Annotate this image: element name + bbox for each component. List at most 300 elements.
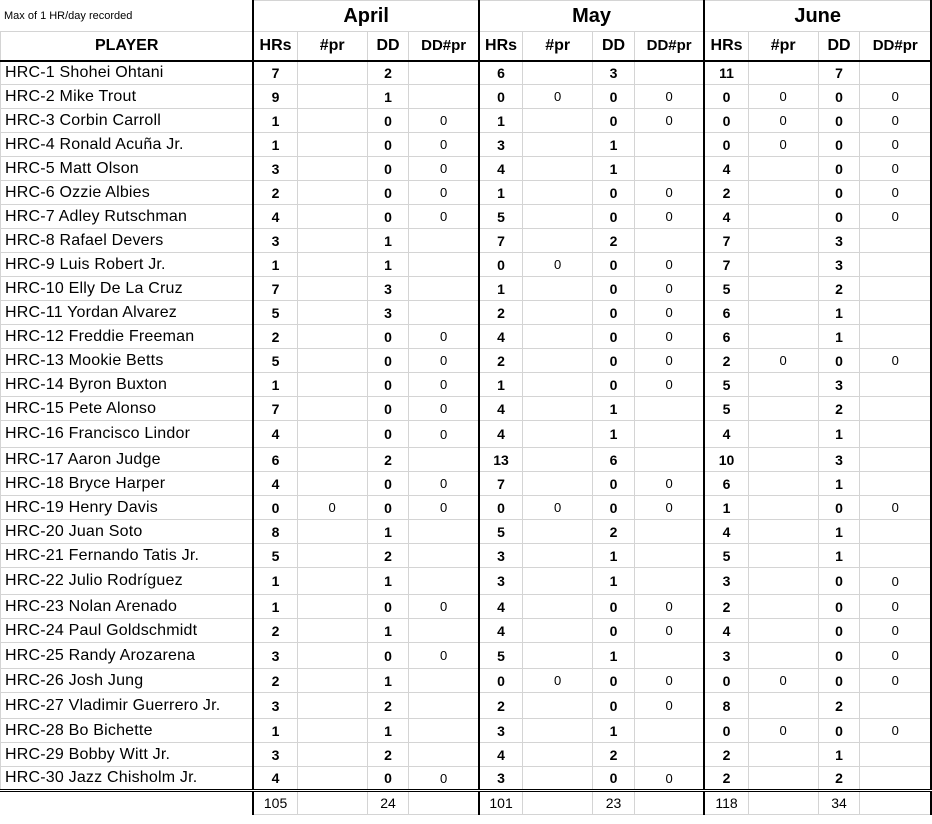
cell-ddpr[interactable]: 0 <box>634 373 704 397</box>
cell-pr[interactable] <box>297 743 367 767</box>
cell-hrs[interactable]: 0 <box>704 133 748 157</box>
cell-ddpr[interactable] <box>860 448 931 472</box>
cell-dd[interactable]: 1 <box>593 643 635 669</box>
cell-pr[interactable] <box>297 448 367 472</box>
col-header-hrs[interactable]: HRs <box>704 32 748 61</box>
cell-dd[interactable]: 0 <box>818 85 860 109</box>
cell-pr[interactable] <box>297 767 367 791</box>
total-cell-dd[interactable]: 34 <box>818 791 860 815</box>
cell-pr[interactable] <box>748 373 818 397</box>
total-cell-pr[interactable] <box>748 791 818 815</box>
cell-dd[interactable]: 1 <box>593 157 635 181</box>
player-name-cell[interactable]: HRC-25 Randy Arozarena <box>1 643 254 669</box>
cell-dd[interactable]: 0 <box>367 397 409 421</box>
player-name-cell[interactable]: HRC-5 Matt Olson <box>1 157 254 181</box>
cell-dd[interactable]: 2 <box>818 277 860 301</box>
player-name-cell[interactable]: HRC-11 Yordan Alvarez <box>1 301 254 325</box>
cell-dd[interactable]: 2 <box>367 544 409 568</box>
cell-dd[interactable]: 0 <box>367 472 409 496</box>
player-name-cell[interactable]: HRC-13 Mookie Betts <box>1 349 254 373</box>
cell-ddpr[interactable] <box>409 619 479 643</box>
cell-pr[interactable] <box>748 544 818 568</box>
cell-hrs[interactable]: 8 <box>253 520 297 544</box>
cell-ddpr[interactable] <box>860 767 931 791</box>
cell-hrs[interactable]: 5 <box>479 520 523 544</box>
cell-pr[interactable]: 0 <box>748 669 818 693</box>
cell-dd[interactable]: 2 <box>367 448 409 472</box>
cell-ddpr[interactable]: 0 <box>634 277 704 301</box>
player-name-cell[interactable]: HRC-12 Freddie Freeman <box>1 325 254 349</box>
col-header-dd[interactable]: DD <box>593 32 635 61</box>
cell-pr[interactable] <box>297 568 367 595</box>
cell-ddpr[interactable] <box>409 85 479 109</box>
cell-pr[interactable] <box>297 397 367 421</box>
cell-dd[interactable]: 0 <box>818 595 860 619</box>
cell-dd[interactable]: 0 <box>593 619 635 643</box>
cell-hrs[interactable]: 0 <box>479 253 523 277</box>
month-april[interactable]: April <box>253 1 479 32</box>
cell-ddpr[interactable] <box>634 568 704 595</box>
cell-ddpr[interactable]: 0 <box>860 85 931 109</box>
cell-ddpr[interactable] <box>860 253 931 277</box>
cell-pr[interactable] <box>297 693 367 719</box>
cell-dd[interactable]: 1 <box>818 520 860 544</box>
player-name-cell[interactable]: HRC-10 Elly De La Cruz <box>1 277 254 301</box>
cell-dd[interactable]: 1 <box>367 619 409 643</box>
cell-dd[interactable]: 0 <box>818 619 860 643</box>
cell-ddpr[interactable]: 0 <box>409 205 479 229</box>
cell-dd[interactable]: 2 <box>818 397 860 421</box>
cell-hrs[interactable]: 2 <box>704 743 748 767</box>
cell-dd[interactable]: 0 <box>593 349 635 373</box>
cell-hrs[interactable]: 3 <box>479 133 523 157</box>
cell-hrs[interactable]: 0 <box>704 85 748 109</box>
cell-hrs[interactable]: 2 <box>704 767 748 791</box>
cell-pr[interactable] <box>297 277 367 301</box>
cell-hrs[interactable]: 1 <box>253 133 297 157</box>
cell-hrs[interactable]: 2 <box>253 619 297 643</box>
cell-dd[interactable]: 0 <box>367 181 409 205</box>
cell-ddpr[interactable] <box>860 693 931 719</box>
cell-pr[interactable]: 0 <box>523 253 593 277</box>
cell-hrs[interactable]: 7 <box>253 61 297 85</box>
cell-pr[interactable] <box>523 619 593 643</box>
cell-hrs[interactable]: 4 <box>479 325 523 349</box>
cell-pr[interactable] <box>523 421 593 448</box>
cell-ddpr[interactable] <box>860 61 931 85</box>
cell-dd[interactable]: 3 <box>818 229 860 253</box>
cell-dd[interactable]: 0 <box>593 767 635 791</box>
cell-pr[interactable] <box>523 595 593 619</box>
cell-pr[interactable] <box>297 157 367 181</box>
cell-hrs[interactable]: 0 <box>479 669 523 693</box>
cell-hrs[interactable]: 0 <box>253 496 297 520</box>
cell-hrs[interactable]: 3 <box>253 157 297 181</box>
cell-ddpr[interactable]: 0 <box>409 472 479 496</box>
cell-hrs[interactable]: 3 <box>253 743 297 767</box>
cell-hrs[interactable]: 0 <box>479 496 523 520</box>
cell-dd[interactable]: 1 <box>367 520 409 544</box>
total-cell-dd[interactable]: 23 <box>593 791 635 815</box>
cell-ddpr[interactable]: 0 <box>634 109 704 133</box>
cell-dd[interactable]: 0 <box>367 767 409 791</box>
cell-dd[interactable]: 0 <box>593 693 635 719</box>
cell-ddpr[interactable]: 0 <box>409 496 479 520</box>
cell-hrs[interactable]: 9 <box>253 85 297 109</box>
cell-dd[interactable]: 0 <box>367 109 409 133</box>
cell-pr[interactable] <box>297 205 367 229</box>
cell-dd[interactable]: 0 <box>593 301 635 325</box>
cell-dd[interactable]: 1 <box>367 253 409 277</box>
cell-pr[interactable] <box>297 544 367 568</box>
cell-pr[interactable] <box>748 253 818 277</box>
cell-ddpr[interactable]: 0 <box>634 619 704 643</box>
cell-hrs[interactable]: 4 <box>704 421 748 448</box>
cell-hrs[interactable]: 7 <box>704 253 748 277</box>
cell-ddpr[interactable]: 0 <box>409 397 479 421</box>
cell-hrs[interactable]: 4 <box>253 205 297 229</box>
cell-pr[interactable] <box>748 496 818 520</box>
cell-pr[interactable] <box>523 109 593 133</box>
player-name-cell[interactable]: HRC-23 Nolan Arenado <box>1 595 254 619</box>
cell-pr[interactable] <box>297 373 367 397</box>
cell-hrs[interactable]: 1 <box>704 496 748 520</box>
cell-pr[interactable]: 0 <box>297 496 367 520</box>
total-cell-dd[interactable]: 24 <box>367 791 409 815</box>
total-cell-hrs[interactable]: 101 <box>479 791 523 815</box>
cell-hrs[interactable]: 4 <box>704 520 748 544</box>
cell-ddpr[interactable]: 0 <box>409 373 479 397</box>
cell-dd[interactable]: 0 <box>593 595 635 619</box>
cell-ddpr[interactable] <box>634 743 704 767</box>
cell-hrs[interactable]: 6 <box>253 448 297 472</box>
cell-hrs[interactable]: 5 <box>704 544 748 568</box>
cell-hrs[interactable]: 10 <box>704 448 748 472</box>
total-cell-pr[interactable] <box>523 791 593 815</box>
cell-ddpr[interactable]: 0 <box>860 157 931 181</box>
cell-ddpr[interactable]: 0 <box>409 325 479 349</box>
cell-pr[interactable] <box>523 205 593 229</box>
player-name-cell[interactable]: HRC-30 Jazz Chisholm Jr. <box>1 767 254 791</box>
cell-ddpr[interactable]: 0 <box>409 421 479 448</box>
col-header-pr[interactable]: #pr <box>748 32 818 61</box>
total-cell-ddpr[interactable] <box>409 791 479 815</box>
cell-dd[interactable]: 2 <box>367 61 409 85</box>
cell-ddpr[interactable]: 0 <box>860 496 931 520</box>
cell-ddpr[interactable] <box>409 253 479 277</box>
cell-ddpr[interactable]: 0 <box>860 568 931 595</box>
cell-pr[interactable] <box>297 349 367 373</box>
cell-pr[interactable]: 0 <box>523 669 593 693</box>
cell-dd[interactable]: 0 <box>818 109 860 133</box>
cell-dd[interactable]: 0 <box>367 421 409 448</box>
cell-pr[interactable] <box>523 349 593 373</box>
totals-label-cell[interactable] <box>1 791 254 815</box>
cell-ddpr[interactable]: 0 <box>409 181 479 205</box>
cell-ddpr[interactable] <box>634 719 704 743</box>
cell-dd[interactable]: 2 <box>593 229 635 253</box>
cell-dd[interactable]: 1 <box>593 133 635 157</box>
cell-dd[interactable]: 0 <box>367 205 409 229</box>
player-name-cell[interactable]: HRC-19 Henry Davis <box>1 496 254 520</box>
cell-ddpr[interactable]: 0 <box>634 85 704 109</box>
cell-dd[interactable]: 2 <box>818 767 860 791</box>
cell-hrs[interactable]: 0 <box>479 85 523 109</box>
player-name-cell[interactable]: HRC-29 Bobby Witt Jr. <box>1 743 254 767</box>
cell-pr[interactable] <box>523 520 593 544</box>
cell-ddpr[interactable]: 0 <box>860 109 931 133</box>
cell-hrs[interactable]: 4 <box>479 595 523 619</box>
cell-hrs[interactable]: 2 <box>479 349 523 373</box>
cell-hrs[interactable]: 5 <box>704 373 748 397</box>
cell-pr[interactable] <box>523 181 593 205</box>
cell-dd[interactable]: 0 <box>818 496 860 520</box>
cell-pr[interactable] <box>748 301 818 325</box>
cell-dd[interactable]: 0 <box>593 373 635 397</box>
cell-dd[interactable]: 3 <box>818 448 860 472</box>
cell-ddpr[interactable]: 0 <box>634 496 704 520</box>
cell-pr[interactable]: 0 <box>523 496 593 520</box>
cell-hrs[interactable]: 1 <box>479 277 523 301</box>
cell-dd[interactable]: 1 <box>818 544 860 568</box>
cell-hrs[interactable]: 4 <box>479 619 523 643</box>
cell-hrs[interactable]: 0 <box>704 669 748 693</box>
cell-hrs[interactable]: 7 <box>479 472 523 496</box>
cell-pr[interactable] <box>523 544 593 568</box>
cell-ddpr[interactable] <box>409 693 479 719</box>
cell-dd[interactable]: 2 <box>593 743 635 767</box>
cell-dd[interactable]: 0 <box>593 109 635 133</box>
cell-hrs[interactable]: 5 <box>253 301 297 325</box>
col-header-dd[interactable]: DD <box>818 32 860 61</box>
cell-hrs[interactable]: 1 <box>253 595 297 619</box>
cell-dd[interactable]: 3 <box>818 373 860 397</box>
cell-dd[interactable]: 0 <box>593 253 635 277</box>
cell-pr[interactable] <box>297 85 367 109</box>
cell-ddpr[interactable] <box>634 61 704 85</box>
cell-dd[interactable]: 1 <box>593 544 635 568</box>
cell-dd[interactable]: 2 <box>367 743 409 767</box>
cell-hrs[interactable]: 4 <box>479 157 523 181</box>
cell-ddpr[interactable]: 0 <box>634 767 704 791</box>
cell-pr[interactable] <box>748 595 818 619</box>
cell-dd[interactable]: 0 <box>818 349 860 373</box>
cell-pr[interactable]: 0 <box>523 85 593 109</box>
cell-dd[interactable]: 0 <box>818 669 860 693</box>
cell-pr[interactable] <box>523 157 593 181</box>
cell-ddpr[interactable]: 0 <box>860 349 931 373</box>
cell-pr[interactable] <box>748 229 818 253</box>
cell-hrs[interactable]: 3 <box>479 767 523 791</box>
cell-dd[interactable]: 0 <box>593 277 635 301</box>
cell-dd[interactable]: 0 <box>593 325 635 349</box>
player-name-cell[interactable]: HRC-20 Juan Soto <box>1 520 254 544</box>
cell-hrs[interactable]: 3 <box>704 568 748 595</box>
cell-hrs[interactable]: 2 <box>253 325 297 349</box>
cell-dd[interactable]: 3 <box>367 277 409 301</box>
cell-dd[interactable]: 1 <box>818 472 860 496</box>
total-cell-pr[interactable] <box>297 791 367 815</box>
cell-pr[interactable]: 0 <box>748 133 818 157</box>
cell-ddpr[interactable] <box>860 373 931 397</box>
cell-pr[interactable] <box>297 253 367 277</box>
cell-pr[interactable] <box>523 767 593 791</box>
cell-ddpr[interactable]: 0 <box>634 595 704 619</box>
cell-pr[interactable] <box>297 472 367 496</box>
cell-ddpr[interactable] <box>860 421 931 448</box>
cell-pr[interactable] <box>297 421 367 448</box>
player-name-cell[interactable]: HRC-7 Adley Rutschman <box>1 205 254 229</box>
cell-hrs[interactable]: 0 <box>704 109 748 133</box>
cell-hrs[interactable]: 5 <box>479 643 523 669</box>
cell-pr[interactable] <box>523 277 593 301</box>
cell-pr[interactable] <box>523 229 593 253</box>
cell-pr[interactable] <box>523 643 593 669</box>
cell-ddpr[interactable] <box>409 719 479 743</box>
cell-pr[interactable] <box>523 325 593 349</box>
cell-pr[interactable] <box>748 277 818 301</box>
cell-hrs[interactable]: 1 <box>479 109 523 133</box>
cell-pr[interactable] <box>748 568 818 595</box>
cell-ddpr[interactable]: 0 <box>634 301 704 325</box>
cell-hrs[interactable]: 2 <box>479 693 523 719</box>
cell-pr[interactable] <box>523 61 593 85</box>
cell-hrs[interactable]: 4 <box>479 743 523 767</box>
cell-pr[interactable] <box>297 301 367 325</box>
cell-hrs[interactable]: 1 <box>479 181 523 205</box>
cell-ddpr[interactable] <box>860 520 931 544</box>
cell-hrs[interactable]: 6 <box>704 472 748 496</box>
cell-hrs[interactable]: 2 <box>253 181 297 205</box>
col-header-hrs[interactable]: HRs <box>253 32 297 61</box>
player-name-cell[interactable]: HRC-3 Corbin Carroll <box>1 109 254 133</box>
cell-pr[interactable] <box>748 472 818 496</box>
player-header[interactable]: PLAYER <box>1 32 254 61</box>
cell-ddpr[interactable]: 0 <box>860 595 931 619</box>
cell-hrs[interactable]: 1 <box>253 253 297 277</box>
cell-dd[interactable]: 0 <box>593 205 635 229</box>
cell-ddpr[interactable] <box>860 397 931 421</box>
cell-hrs[interactable]: 0 <box>704 719 748 743</box>
cell-hrs[interactable]: 3 <box>253 693 297 719</box>
cell-dd[interactable]: 3 <box>818 253 860 277</box>
cell-hrs[interactable]: 3 <box>479 719 523 743</box>
cell-hrs[interactable]: 11 <box>704 61 748 85</box>
cell-ddpr[interactable]: 0 <box>860 669 931 693</box>
month-june[interactable]: June <box>704 1 931 32</box>
cell-pr[interactable] <box>297 595 367 619</box>
total-cell-hrs[interactable]: 118 <box>704 791 748 815</box>
cell-hrs[interactable]: 1 <box>479 373 523 397</box>
cell-pr[interactable] <box>297 109 367 133</box>
cell-hrs[interactable]: 5 <box>253 544 297 568</box>
cell-ddpr[interactable]: 0 <box>409 349 479 373</box>
cell-hrs[interactable]: 5 <box>704 277 748 301</box>
cell-ddpr[interactable] <box>409 301 479 325</box>
cell-ddpr[interactable]: 0 <box>634 472 704 496</box>
col-header-ddpr[interactable]: DD#pr <box>634 32 704 61</box>
total-cell-ddpr[interactable] <box>634 791 704 815</box>
cell-pr[interactable] <box>523 448 593 472</box>
cell-dd[interactable]: 1 <box>593 719 635 743</box>
cell-pr[interactable] <box>748 448 818 472</box>
player-name-cell[interactable]: HRC-21 Fernando Tatis Jr. <box>1 544 254 568</box>
cell-pr[interactable] <box>297 181 367 205</box>
cell-dd[interactable]: 0 <box>367 373 409 397</box>
cell-pr[interactable]: 0 <box>748 719 818 743</box>
cell-dd[interactable]: 2 <box>818 693 860 719</box>
cell-pr[interactable] <box>297 61 367 85</box>
cell-dd[interactable]: 0 <box>367 133 409 157</box>
cell-ddpr[interactable] <box>634 397 704 421</box>
col-header-hrs[interactable]: HRs <box>479 32 523 61</box>
player-name-cell[interactable]: HRC-9 Luis Robert Jr. <box>1 253 254 277</box>
cell-ddpr[interactable] <box>860 229 931 253</box>
player-name-cell[interactable]: HRC-6 Ozzie Albies <box>1 181 254 205</box>
cell-ddpr[interactable] <box>409 568 479 595</box>
cell-hrs[interactable]: 7 <box>704 229 748 253</box>
cell-hrs[interactable]: 1 <box>253 568 297 595</box>
cell-pr[interactable] <box>748 693 818 719</box>
cell-hrs[interactable]: 1 <box>253 109 297 133</box>
cell-ddpr[interactable] <box>409 520 479 544</box>
cell-hrs[interactable]: 4 <box>253 767 297 791</box>
player-name-cell[interactable]: HRC-8 Rafael Devers <box>1 229 254 253</box>
cell-pr[interactable] <box>748 619 818 643</box>
cell-pr[interactable] <box>748 520 818 544</box>
col-header-dd[interactable]: DD <box>367 32 409 61</box>
cell-ddpr[interactable]: 0 <box>860 133 931 157</box>
player-name-cell[interactable]: HRC-24 Paul Goldschmidt <box>1 619 254 643</box>
cell-ddpr[interactable] <box>634 157 704 181</box>
cell-pr[interactable]: 0 <box>748 85 818 109</box>
cell-pr[interactable] <box>297 520 367 544</box>
cell-dd[interactable]: 0 <box>367 496 409 520</box>
col-header-pr[interactable]: #pr <box>297 32 367 61</box>
player-name-cell[interactable]: HRC-28 Bo Bichette <box>1 719 254 743</box>
cell-dd[interactable]: 0 <box>593 181 635 205</box>
cell-ddpr[interactable] <box>860 743 931 767</box>
cell-pr[interactable] <box>297 325 367 349</box>
cell-dd[interactable]: 0 <box>818 133 860 157</box>
cell-ddpr[interactable]: 0 <box>634 693 704 719</box>
cell-hrs[interactable]: 2 <box>253 669 297 693</box>
cell-dd[interactable]: 6 <box>593 448 635 472</box>
cell-ddpr[interactable]: 0 <box>860 181 931 205</box>
cell-hrs[interactable]: 3 <box>253 643 297 669</box>
cell-dd[interactable]: 0 <box>818 568 860 595</box>
cell-pr[interactable] <box>748 397 818 421</box>
cell-dd[interactable]: 0 <box>593 496 635 520</box>
cell-pr[interactable] <box>297 719 367 743</box>
cell-hrs[interactable]: 4 <box>704 205 748 229</box>
cell-dd[interactable]: 1 <box>593 568 635 595</box>
cell-hrs[interactable]: 8 <box>704 693 748 719</box>
cell-dd[interactable]: 0 <box>593 472 635 496</box>
cell-ddpr[interactable]: 0 <box>409 157 479 181</box>
cell-ddpr[interactable] <box>634 448 704 472</box>
cell-dd[interactable]: 0 <box>818 157 860 181</box>
cell-ddpr[interactable]: 0 <box>634 205 704 229</box>
cell-pr[interactable] <box>523 133 593 157</box>
cell-pr[interactable] <box>748 157 818 181</box>
cell-ddpr[interactable]: 0 <box>409 767 479 791</box>
cell-ddpr[interactable]: 0 <box>634 669 704 693</box>
player-name-cell[interactable]: HRC-16 Francisco Lindor <box>1 421 254 448</box>
cell-pr[interactable] <box>297 229 367 253</box>
cell-pr[interactable] <box>748 325 818 349</box>
cell-ddpr[interactable]: 0 <box>860 719 931 743</box>
